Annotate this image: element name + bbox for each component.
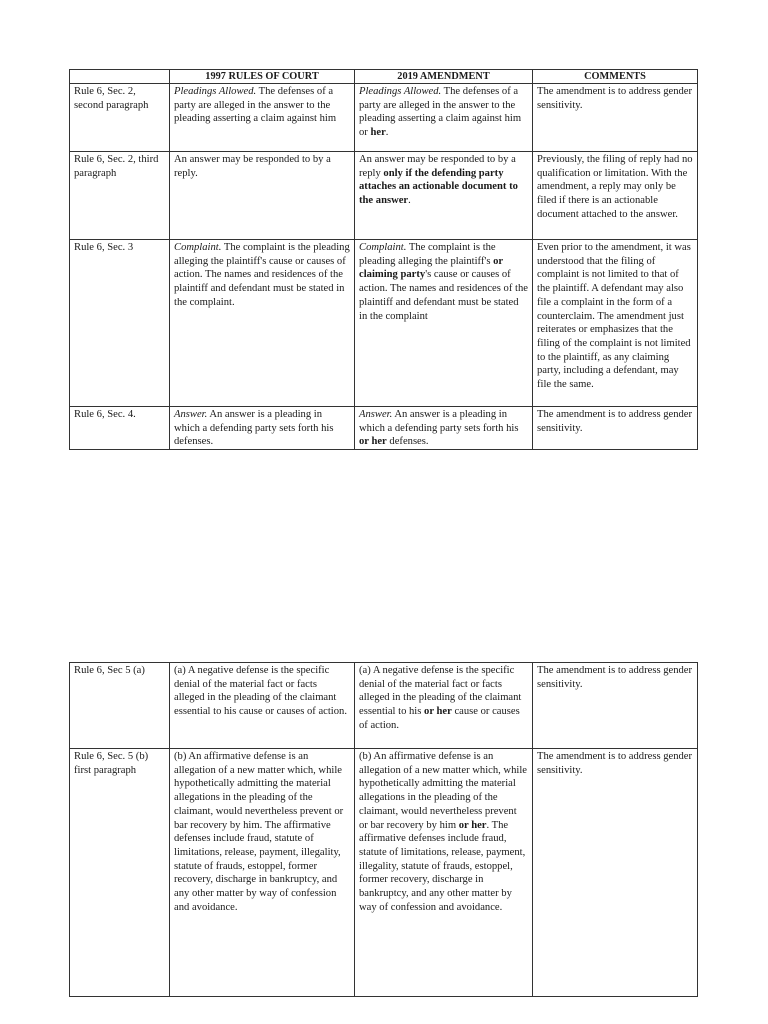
rule-comment: The amendment is to address gender sensitivity. xyxy=(533,84,698,152)
provision-heading: Pleadings Allowed. xyxy=(174,86,257,97)
rules-comparison-table-2 xyxy=(69,662,698,997)
header-rule xyxy=(70,70,170,84)
rule-reference: Rule 6, Sec. 5 (b) first paragraph xyxy=(70,749,170,997)
header-comments: COMMENTS xyxy=(533,70,698,84)
table-row xyxy=(70,749,698,997)
rule-2019-text: An answer may be responded to by a reply only if the defending party attaches an actionable document to the answer. xyxy=(355,152,533,240)
rule-2019-text: Pleadings Allowed. The defenses of a party are alleged in the answer to the pleading asserting a claim against him or her. xyxy=(355,84,533,152)
rule-reference: Rule 6, Sec. 3 xyxy=(70,240,170,407)
header-2019-amendment: 2019 AMENDMENT xyxy=(355,70,533,84)
rule-2019-text: Complaint. The complaint is the pleading alleging the plaintiff's or claiming party's cause or causes of action. The names and residences of the plaintiff and defendant must be stated in the complaint xyxy=(355,240,533,407)
rule-comment: The amendment is to address gender sensitivity. xyxy=(533,407,698,450)
provision-heading: Answer. xyxy=(359,409,393,420)
provision-heading: Answer. xyxy=(174,409,208,420)
header-row xyxy=(70,70,698,84)
rule-1997-text: Answer. An answer is a pleading in which a defending party sets forth his defenses. xyxy=(170,407,355,450)
header-1997-rules: 1997 RULES OF COURT xyxy=(170,70,355,84)
rule-reference: Rule 6, Sec. 4. xyxy=(70,407,170,450)
rule-comment: Previously, the filing of reply had no qualification or limitation. With the amendment, a reply may only be filed if there is an actionable document attached to the answer. xyxy=(533,152,698,240)
table-row xyxy=(70,240,698,407)
rule-2019-text: (a) A negative defense is the specific denial of the material fact or facts alleged in the pleading of the claimant essential to his or her cause or causes of action. xyxy=(355,663,533,749)
rule-reference: Rule 6, Sec. 2, third paragraph xyxy=(70,152,170,240)
amendment-emphasis: her xyxy=(370,127,386,139)
rule-1997-text: Pleadings Allowed. The defenses of a party are alleged in the answer to the pleading asserting a claim against him xyxy=(170,84,355,152)
amendment-emphasis: or claiming party xyxy=(359,255,503,281)
rule-1997-text: Complaint. The complaint is the pleading alleging the plaintiff's cause or causes of action. The names and residences of the plaintiff and defendant must be stated in the complaint. xyxy=(170,240,355,407)
rule-comment: The amendment is to address gender sensitivity. xyxy=(533,663,698,749)
provision-heading: Pleadings Allowed. xyxy=(359,86,442,97)
rule-1997-text: An answer may be responded to by a reply. xyxy=(170,152,355,240)
rule-comment: The amendment is to address gender sensitivity. xyxy=(533,749,698,997)
provision-heading: Complaint. xyxy=(174,242,222,253)
rule-1997-text: (a) A negative defense is the specific denial of the material fact or facts alleged in the pleading of the claimant essential to his cause or causes of action. xyxy=(170,663,355,749)
table-row xyxy=(70,152,698,240)
table-row xyxy=(70,663,698,749)
rules-comparison-table-1 xyxy=(69,69,698,450)
rule-1997-text: (b) An affirmative defense is an allegation of a new matter which, while hypothetically admitting the material allegations in the pleading of the claimant, would nevertheless prevent or bar recovery by him. The affirmative defenses include fraud, statute of limitations, release, payment, illegality, statute of frauds, estoppel, former recovery, discharge in bankruptcy, and any other matter by way of confession and avoidance. xyxy=(170,749,355,997)
rule-reference: Rule 6, Sec 5 (a) xyxy=(70,663,170,749)
table-row xyxy=(70,407,698,450)
rule-2019-text: Answer. An answer is a pleading in which a defending party sets forth his or her defenses. xyxy=(355,407,533,450)
amendment-emphasis: or her xyxy=(458,819,487,831)
rule-comment: Even prior to the amendment, it was understood that the filing of complaint is not limited to that of the plaintiff. A defendant may also file a complaint in the form of a counterclaim. The amendment just reiterates or emphasizes that the filing of the complaint is not limited to the plaintiff, as any claiming party, including a defendant, may file the same. xyxy=(533,240,698,407)
amendment-emphasis: only if the defending party attaches an actionable document to the answer xyxy=(359,167,518,207)
amendment-emphasis: or her xyxy=(359,436,387,448)
provision-heading: Complaint. xyxy=(359,242,407,253)
amendment-emphasis: or her xyxy=(424,706,452,718)
table-row xyxy=(70,84,698,152)
rule-2019-text: (b) An affirmative defense is an allegation of a new matter which, while hypothetically admitting the material allegations in the pleading of the claimant, would nevertheless prevent or bar recovery by him or her. The affirmative defenses include fraud, statute of limitations, release, payment, illegality, statute of frauds, estoppel, former recovery, discharge in bankruptcy, and any other matter by way of confession and avoidance. xyxy=(355,749,533,997)
rule-reference: Rule 6, Sec. 2, second paragraph xyxy=(70,84,170,152)
